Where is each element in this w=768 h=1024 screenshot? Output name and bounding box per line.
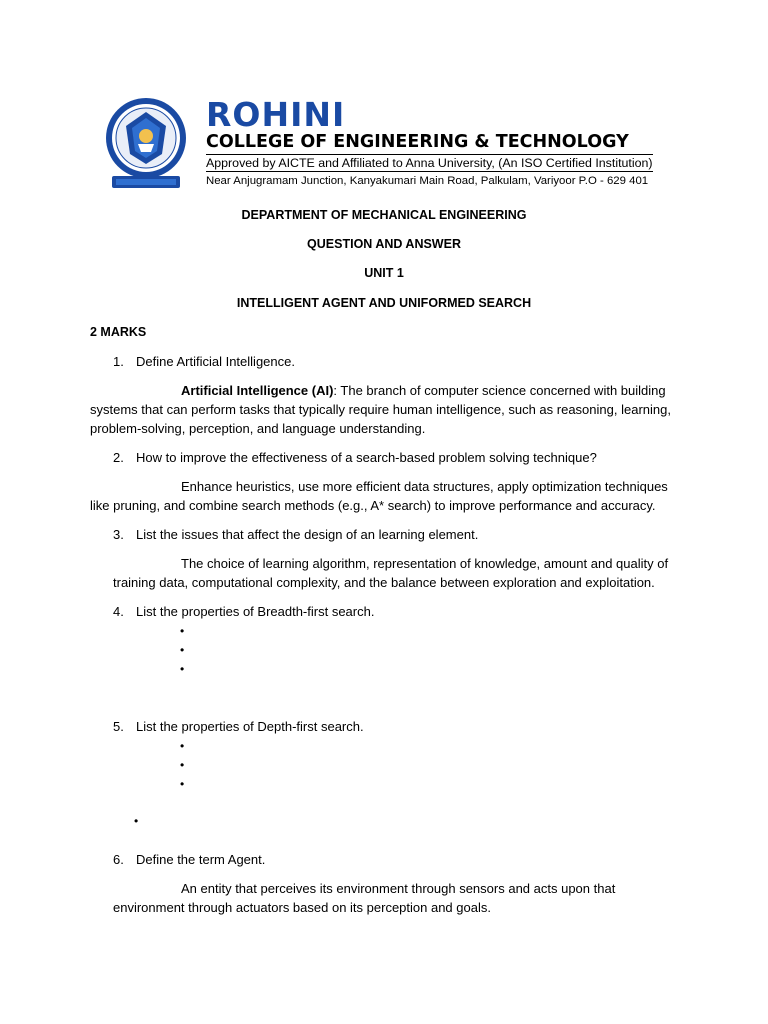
question-text: List the properties of Depth-first search. [136,719,364,734]
section-heading: 2 MARKS [90,325,147,339]
empty-bullet: • [180,777,185,791]
college-name: COLLEGE OF ENGINEERING & TECHNOLOGY [206,132,629,152]
answer-text: training data, computational complexity, and the balance between exploration and exploitation. [113,575,655,590]
empty-bullet: • [180,662,185,676]
question-number: 2. [113,450,124,465]
doc-type-heading: QUESTION AND ANSWER [307,237,461,251]
department-heading: DEPARTMENT OF MECHANICAL ENGINEERING [241,208,527,222]
college-seal-logo [104,96,188,194]
brand-name: ROHINI [206,95,346,134]
empty-bullet: • [180,643,185,657]
empty-bullet: • [180,624,185,638]
answer-text: problem-solving, perception, and language understanding. [90,421,426,436]
question-text: How to improve the effectiveness of a search-based problem solving technique? [136,450,597,465]
empty-bullet: • [180,758,185,772]
question-text: List the issues that affect the design of an learning element. [136,527,479,542]
question-number: 3. [113,527,124,542]
unit-heading: UNIT 1 [364,266,404,280]
answer-text: Enhance heuristics, use more efficient data structures, apply optimization techniques [181,479,668,494]
answer-text: like pruning, and combine search methods (e.g., A* search) to improve performance and accuracy. [90,498,656,513]
address-text: Near Anjugramam Junction, Kanyakumari Main Road, Palkulam, Variyoor P.O - 629 401 [206,175,649,187]
question-text: Define the term Agent. [136,852,266,867]
question-number: 1. [113,354,124,369]
letterhead [100,96,690,196]
empty-bullet: • [134,814,139,828]
answer-term: Artificial Intelligence (AI) [181,383,334,398]
brand-block [206,95,686,188]
answer-text: environment through actuators based on its perception and goals. [113,900,491,915]
answer-text: Artificial Intelligence (AI): The branch of computer science concerned with building [181,383,666,398]
answer-text: An entity that perceives its environment through sensors and acts upon that [181,881,616,896]
question-number: 6. [113,852,124,867]
question-text: Define Artificial Intelligence. [136,354,295,369]
question-number: 4. [113,604,124,619]
topic-heading: INTELLIGENT AGENT AND UNIFORMED SEARCH [236,296,532,310]
question-number: 5. [113,719,124,734]
answer-text: The choice of learning algorithm, representation of knowledge, amount and quality of [181,556,669,571]
empty-bullet: • [180,739,185,753]
approval-text: Approved by AICTE and Affiliated to Anna University, (An ISO Certified Institution) [206,156,653,170]
question-text: List the properties of Breadth-first search. [136,604,375,619]
answer-text: systems that can perform tasks that typically require human intelligence, such as reasoning, learning, [90,402,671,417]
